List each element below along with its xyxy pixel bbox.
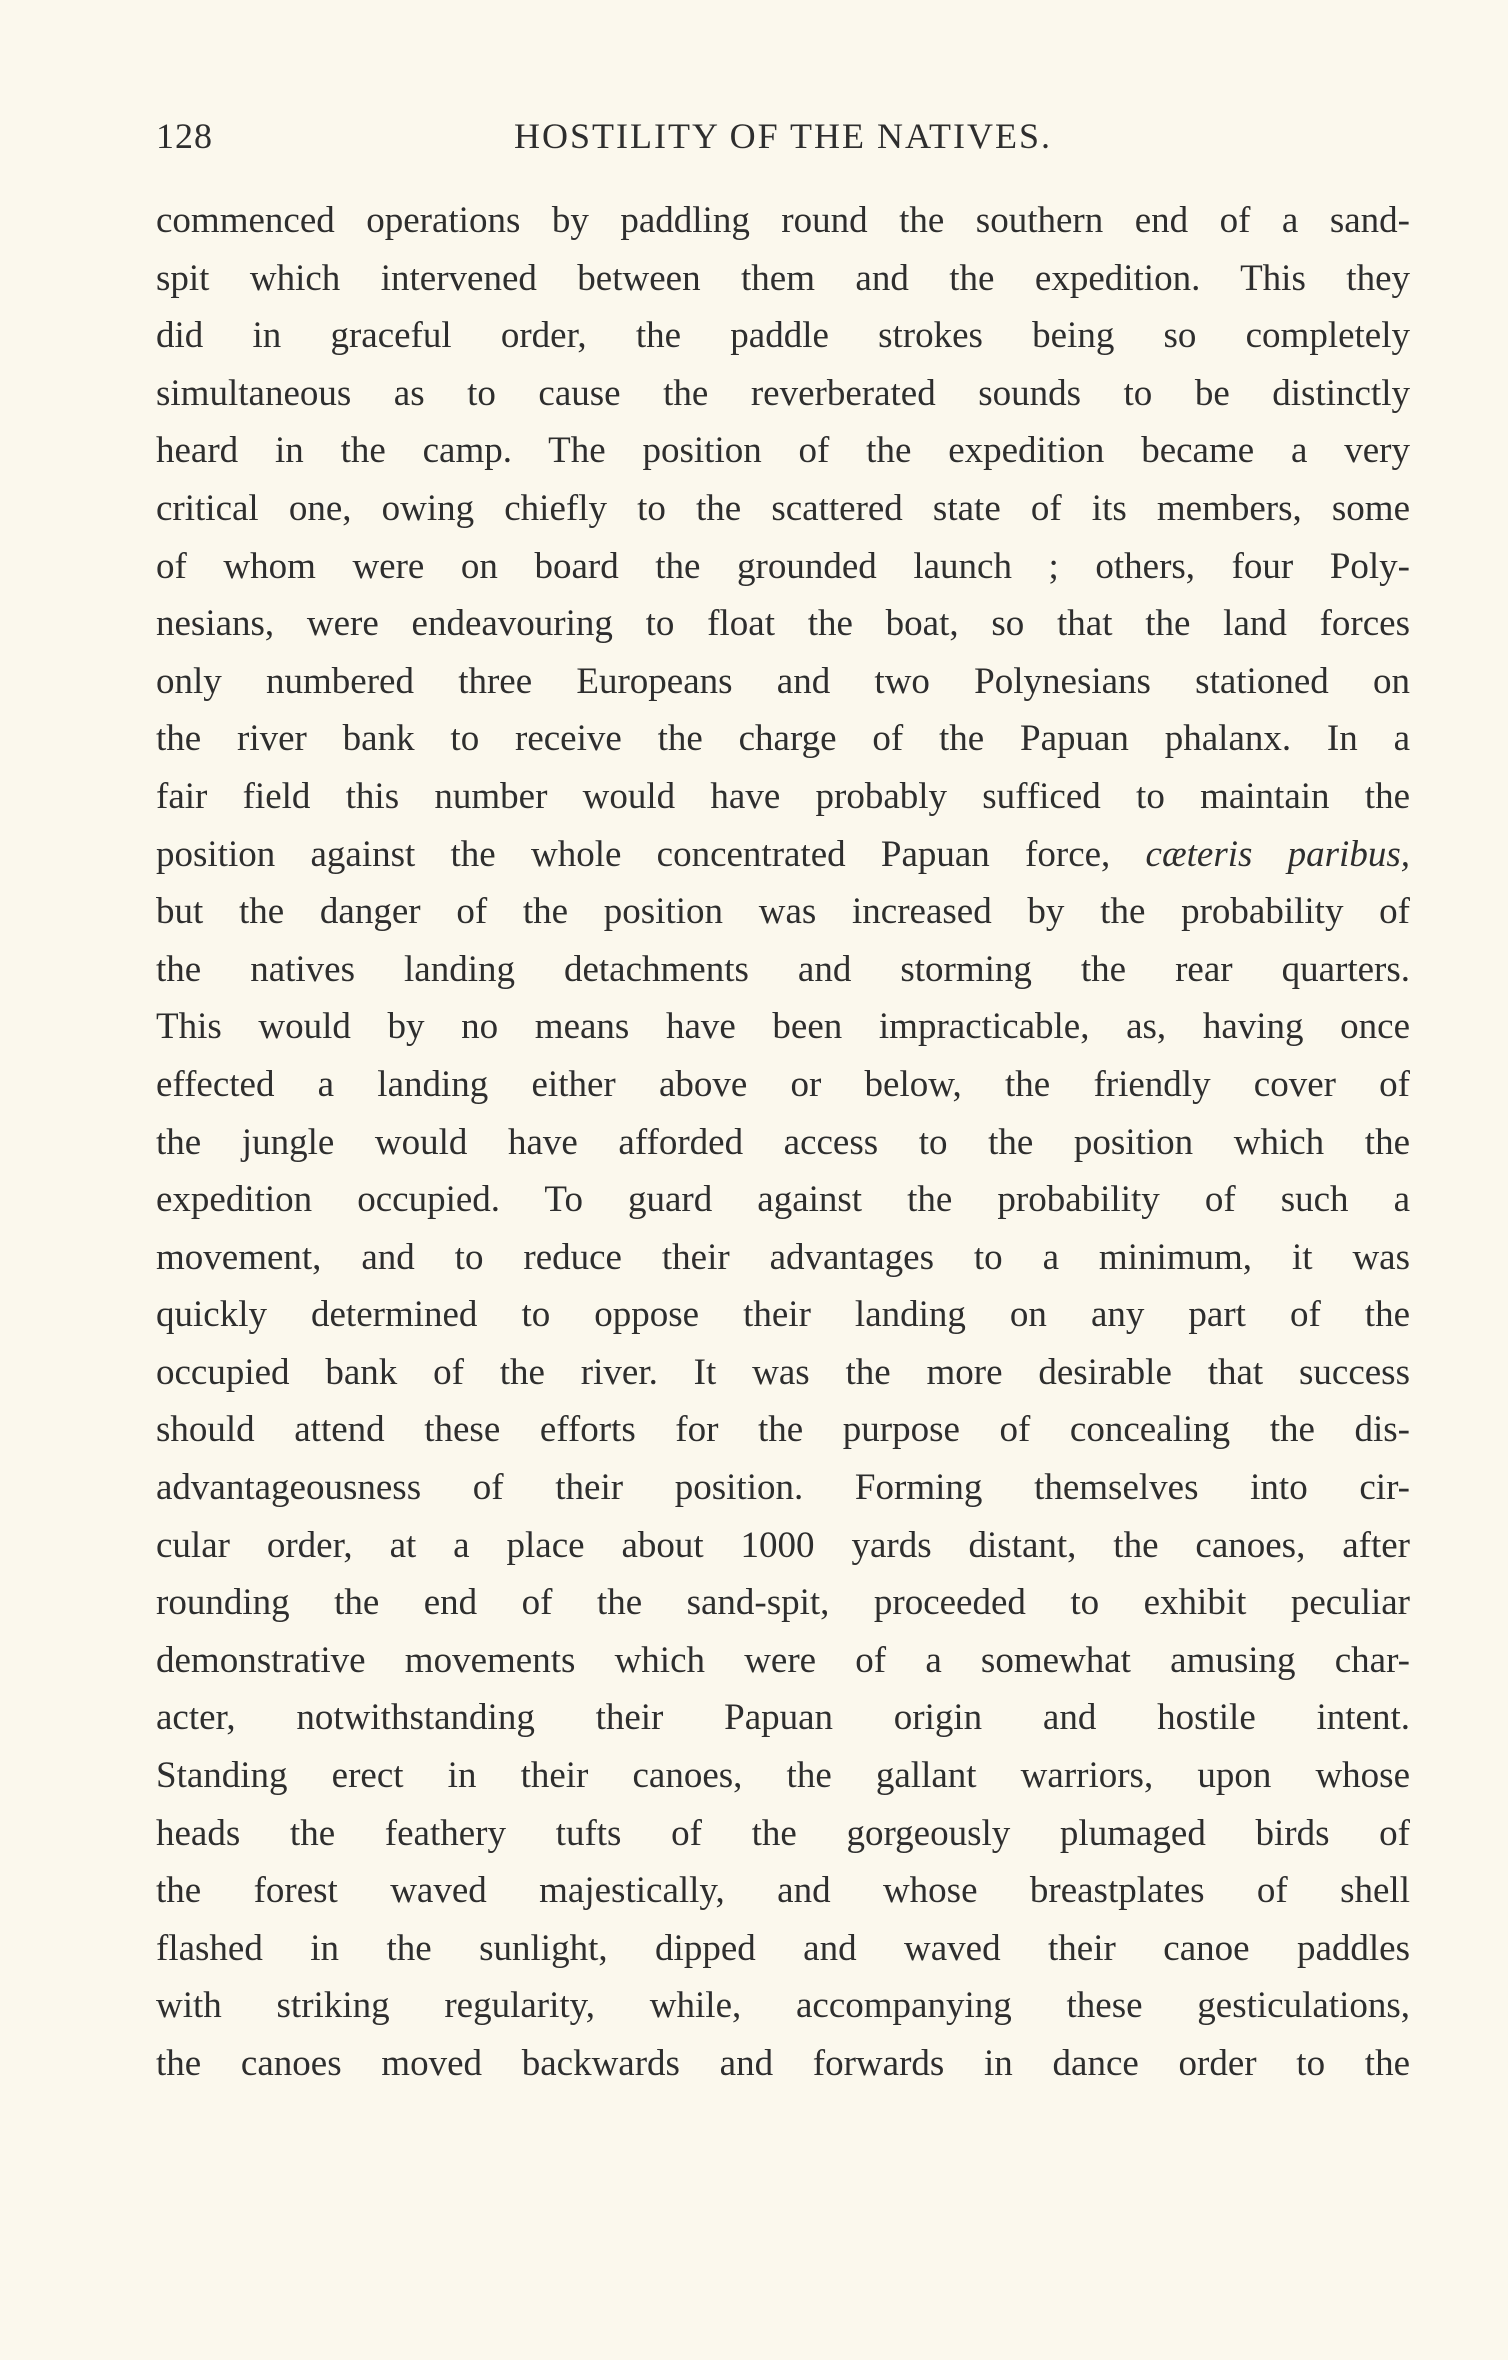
text-line-with-italic [156,826,1410,884]
text-line: rounding the end of the sand-spit, proceeded to exhibit peculiar [156,1582,1410,1624]
text-line: flashed in the sunlight, dipped and waved their canoe paddles [156,1927,1410,1969]
text-line: fair field this number would have probably sufficed to maintain the [156,775,1410,817]
text-line: did in graceful order, the paddle strokes being so completely [156,315,1410,357]
text-line: advantageousness of their position. Forming themselves into cir- [156,1467,1410,1509]
text-line: the forest waved majestically, and whose breastplates of shell [156,1870,1410,1912]
text-line: occupied bank of the river. It was the more desirable that success [156,1351,1410,1393]
body-text [156,192,1410,2093]
text-line: heads the feathery tufts of the gorgeously plumaged birds of [156,1812,1410,1854]
text-line: simultaneous as to cause the reverberated sounds to be distinctly [156,372,1410,414]
italic-phrase: cæteris paribus, [1145,833,1410,875]
text-line: should attend these efforts for the purpose of concealing the dis- [156,1409,1410,1451]
running-title: HOSTILITY OF THE NATIVES. [514,116,1052,156]
text-line: the jungle would have afforded access to the position which the [156,1121,1410,1163]
text-line: critical one, owing chiefly to the scattered state of its members, some [156,487,1410,529]
text-line: the natives landing detachments and storming the rear quarters. [156,948,1410,990]
text-segment: position against the whole concentrated Papuan force, [156,833,1146,875]
text-line: the canoes moved backwards and forwards in dance order to the [156,2043,1410,2084]
text-line: This would by no means have been impracticable, as, having once [156,1006,1410,1048]
text-line: demonstrative movements which were of a somewhat amusing char- [156,1639,1410,1681]
text-line: expedition occupied. To guard against the probability of such a [156,1179,1410,1221]
text-line: cular order, at a place about 1000 yards distant, the canoes, after [156,1524,1410,1566]
text-line: movement, and to reduce their advantages to a minimum, it was [156,1236,1410,1278]
text-line: Standing erect in their canoes, the gallant warriors, upon whose [156,1755,1410,1797]
text-line: acter, notwithstanding their Papuan origin and hostile intent. [156,1697,1410,1739]
text-line: effected a landing either above or below, the friendly cover of [156,1063,1410,1105]
page-number: 128 [156,116,213,156]
text-line: spit which intervened between them and the expedition. This they [156,257,1410,299]
text-line: the river bank to receive the charge of the Papuan phalanx. In a [156,718,1410,760]
text-line: heard in the camp. The position of the expedition became a very [156,430,1410,472]
running-head [156,112,1410,160]
text-line: only numbered three Europeans and two Polynesians stationed on [156,660,1410,702]
text-line: with striking regularity, while, accompanying these gesticulations, [156,1985,1410,2027]
text-line: but the danger of the position was increased by the probability of [156,891,1410,933]
text-line: nesians, were endeavouring to float the boat, so that the land forces [156,603,1410,645]
text-line: commenced operations by paddling round the southern end of a sand- [156,200,1410,241]
text-line: of whom were on board the grounded launch ; others, four Poly- [156,545,1410,587]
text-line: quickly determined to oppose their landing on any part of the [156,1294,1410,1336]
